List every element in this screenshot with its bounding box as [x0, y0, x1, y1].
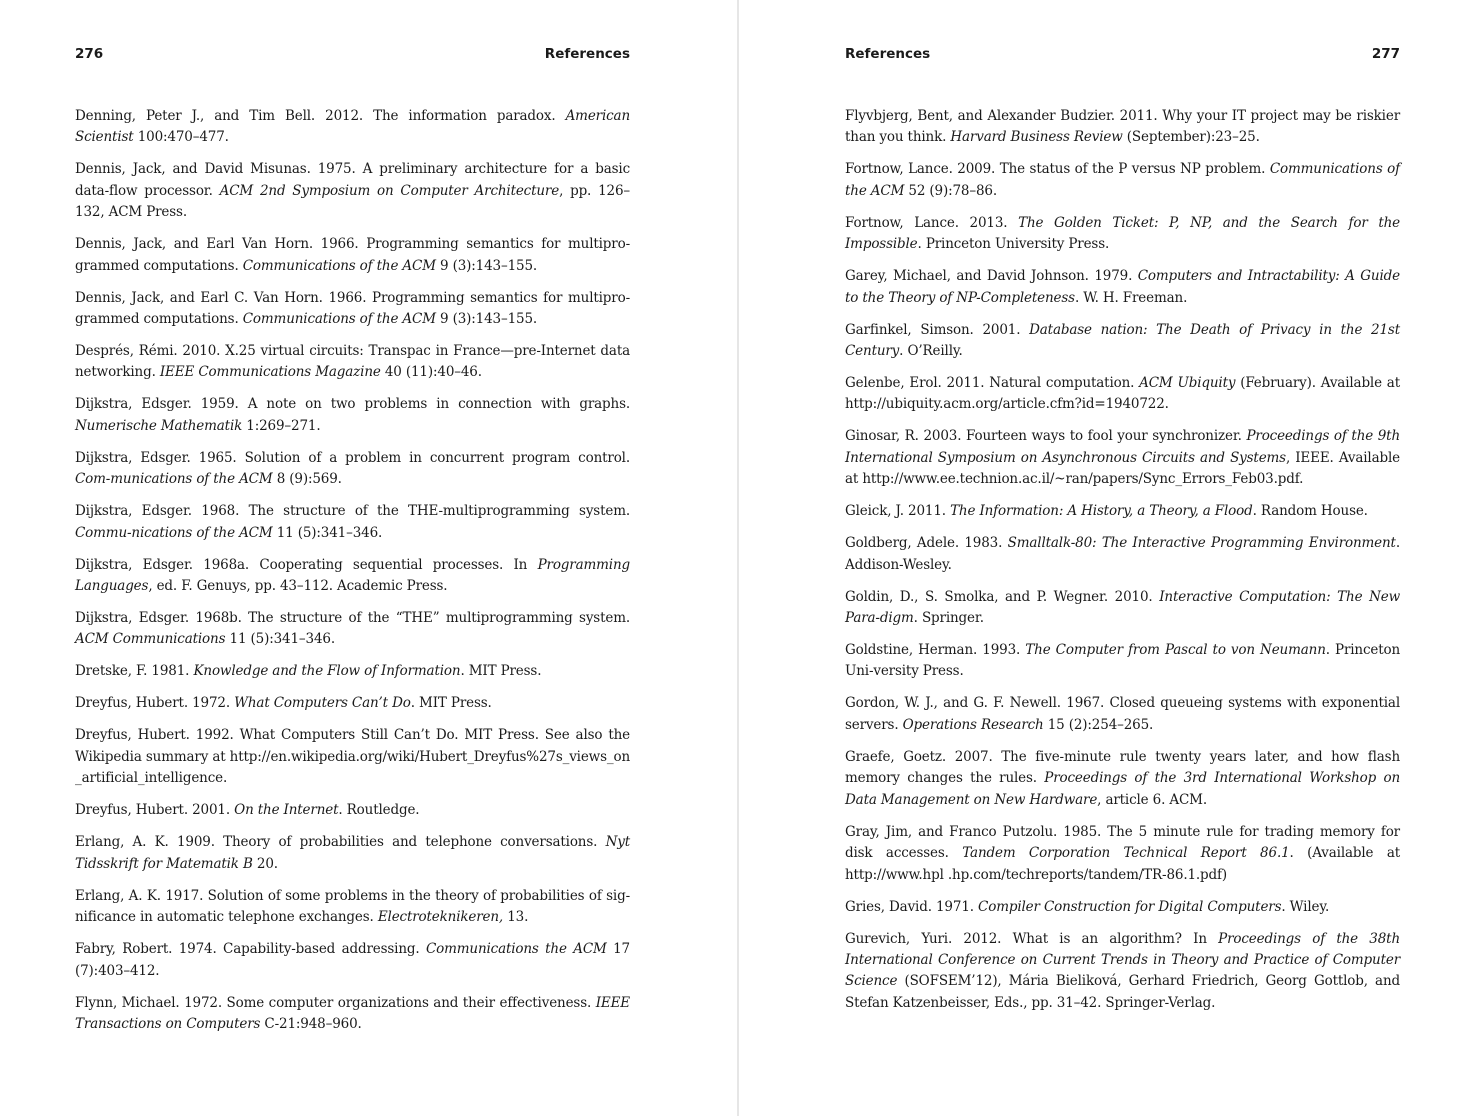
reference-text: Gurevich, Yuri. 2012. What is an algorithm? In — [845, 930, 1219, 947]
reference-text: (September):23–25. — [1122, 129, 1260, 146]
reference-entry — [75, 288, 630, 331]
reference-entry — [845, 501, 1400, 522]
reference-entry — [75, 725, 630, 789]
reference-italic-title: Electroteknikeren, — [377, 909, 504, 926]
reference-text: 20. — [252, 855, 278, 872]
reference-italic-title: Proceedings of the 9th International Symposium on Asynchronous Circuits and Systems — [845, 428, 1401, 466]
reference-italic-title: ACM Communications — [75, 631, 226, 648]
reference-entry — [845, 822, 1400, 886]
reference-text: Flyvbjerg, Bent, and Alexander Budzier. 2011. Why your IT project may be riskier than you think. — [845, 108, 1400, 146]
reference-text: Fortnow, Lance. 2013. — [845, 214, 1019, 231]
reference-entry — [845, 266, 1400, 309]
reference-text: 100:470–477. — [133, 129, 229, 146]
reference-italic-title: Communications the ACM — [425, 941, 607, 958]
reference-italic-title: What Computers Can’t Do — [234, 695, 411, 712]
reference-text: . Wiley. — [1281, 898, 1330, 915]
reference-text: Després, Rémi. 2010. X.25 virtual circuits: Transpac in France—pre-Internet data networking. — [75, 343, 630, 381]
reference-entry — [845, 213, 1400, 256]
reference-text: Garfinkel, Simson. 2001. — [845, 321, 1030, 338]
reference-text: Gordon, W. J., and G. F. Newell. 1967. Closed queueing systems with exponential servers. — [845, 695, 1400, 733]
right-running-head — [845, 44, 1400, 64]
reference-text: Dretske, F. 1981. — [75, 663, 194, 680]
reference-italic-title: Programming Languages — [75, 556, 630, 595]
reference-text: . Random House. — [1252, 503, 1368, 520]
reference-text: . Princeton University Press. — [917, 236, 1110, 253]
reference-entry — [75, 234, 630, 277]
reference-entry — [845, 533, 1400, 576]
reference-text: Goldberg, Adele. 1983. — [845, 535, 1008, 552]
reference-text: Dennis, Jack, and David Misunas. 1975. A preliminary architecture for a basic data-flow processor. — [75, 161, 630, 199]
reference-italic-title: Communications of the ACM — [845, 161, 1401, 199]
reference-text: 9 (3):143–155. — [435, 257, 538, 274]
reference-italic-title: Computers and Intractability: A Guide to the Theory of NP-Completeness — [845, 268, 1400, 306]
reference-text: . (Available at http://www.hpl .hp.com/techreports/tandem/TR-86.1.pdf) — [845, 845, 1401, 883]
reference-italic-title: Proceedings of the 38th International Conference on Current Trends in Theory and Practice of Computer Science — [845, 930, 1400, 990]
reference-italic-title: Numerische Mathematik — [75, 417, 243, 434]
reference-text: 17 (7):403–412. — [75, 941, 630, 979]
reference-entry — [845, 747, 1400, 811]
reference-italic-title: Nyt Tidsskrift for Matematik B — [75, 834, 630, 872]
reference-italic-title: IEEE Transactions on Computers — [75, 994, 630, 1032]
reference-text: . O’Reilly. — [899, 343, 963, 360]
reference-italic-title: Communications of the ACM — [242, 257, 436, 274]
reference-entry — [75, 832, 630, 875]
reference-italic-title: Tandem Corporation Technical Report 86.1 — [962, 845, 1290, 862]
reference-text: Dreyfus, Hubert. 2001. — [75, 802, 235, 819]
reference-entry — [75, 886, 630, 929]
reference-text: Dijkstra, Edsger. 1968b. The structure of the “THE” multiprogramming system. — [75, 610, 630, 627]
reference-entry — [845, 320, 1400, 363]
reference-entry — [75, 555, 630, 598]
reference-text: 13. — [503, 909, 529, 926]
reference-entry — [845, 897, 1400, 918]
reference-text: , IEEE. Available at http://www.ee.technion.ac.il/~ran/papers/Sync_Errors_Feb03.pdf. — [845, 449, 1400, 488]
reference-text: Dreyfus, Hubert. 1992. What Computers Still Can’t Do. MIT Press. See also the Wikipedia summary at http://en.wikipedia.org/wiki/Hubert_Dreyfus%27s_views_on _artificial_intelligence. — [75, 727, 630, 787]
reference-text: , pp. 126–132, ACM Press. — [75, 182, 630, 221]
reference-entry — [75, 106, 630, 149]
reference-text: 1:269–271. — [242, 417, 321, 434]
left-running-head — [75, 44, 630, 64]
reference-italic-title: IEEE Communications Magazine — [159, 364, 381, 381]
reference-italic-title: Harvard Business Review — [950, 129, 1123, 146]
reference-text: 11 (5):341–346. — [272, 524, 383, 541]
reference-text: . W. H. Freeman. — [1074, 289, 1188, 306]
reference-text: . Springer. — [913, 610, 984, 627]
reference-italic-title: Interactive Computation: The New Para-digm — [845, 588, 1400, 627]
reference-entry — [75, 993, 630, 1036]
reference-text: Fortnow, Lance. 2009. The status of the P versus NP problem. — [845, 161, 1270, 178]
reference-text: Garey, Michael, and David Johnson. 1979. — [845, 268, 1138, 285]
reference-text: 11 (5):341–346. — [225, 631, 335, 648]
reference-entry — [75, 800, 630, 821]
reference-text: 8 (9):569. — [272, 471, 342, 488]
reference-text: . MIT Press. — [410, 695, 492, 712]
reference-text: Gelenbe, Erol. 2011. Natural computation. — [845, 375, 1140, 392]
reference-entry — [75, 939, 630, 982]
reference-entry — [75, 693, 630, 714]
reference-text: Erlang, A. K. 1909. Theory of probabilities and telephone conversations. — [75, 834, 606, 851]
reference-text: . Princeton Uni-versity Press. — [845, 642, 1401, 680]
reference-text: 40 (11):40–46. — [380, 364, 482, 381]
book-gutter — [737, 0, 739, 1116]
reference-italic-title: ACM Ubiquity — [1139, 375, 1236, 392]
reference-text: 9 (3):143–155. — [435, 311, 538, 328]
reference-text: Goldin, D., S. Smolka, and P. Wegner. 2010. — [845, 588, 1160, 605]
reference-entry — [845, 373, 1400, 416]
reference-text: Gray, Jim, and Franco Putzolu. 1985. The 5 minute rule for trading memory for disk accesses. — [845, 823, 1400, 862]
reference-text: , ed. F. Genuys, pp. 43–112. Academic Press. — [148, 578, 448, 595]
reference-text: C-21:948–960. — [260, 1015, 362, 1032]
reference-text: Graefe, Goetz. 2007. The five-minute rule twenty years later, and how flash memory changes the rules. — [845, 748, 1400, 787]
reference-text: (February). Available at http://ubiquity.acm.org/article.cfm?id=1940722. — [845, 375, 1400, 413]
reference-entry — [845, 693, 1400, 736]
reference-entry — [75, 661, 630, 682]
reference-text: . Addison-Wesley. — [845, 535, 1400, 573]
page-number: 276 — [75, 46, 104, 62]
reference-text: Goldstine, Herman. 1993. — [845, 642, 1026, 659]
reference-entry — [75, 501, 630, 544]
reference-text: . Routledge. — [338, 802, 420, 819]
reference-text: Dennis, Jack, and Earl Van Horn. 1966. Programming semantics for multipro-grammed computations. — [75, 236, 630, 274]
reference-text: 52 (9):78–86. — [904, 182, 997, 199]
reference-text: Denning, Peter J., and Tim Bell. 2012. The information paradox. — [75, 108, 566, 124]
reference-entry — [845, 426, 1400, 490]
reference-text: (SOFSEM’12), Mária Bieliková, Gerhard Friedrich, Georg Gottlob, and Stefan Katzenbeisser, Eds., pp. 31–42. Springer-Verlag. — [845, 973, 1400, 1011]
left-page — [75, 0, 630, 1116]
reference-text: Ginosar, R. 2003. Fourteen ways to fool your synchronizer. — [845, 428, 1247, 445]
reference-entry — [75, 608, 630, 651]
reference-italic-title: Operations Research — [902, 716, 1044, 733]
reference-text: 15 (2):254–265. — [1043, 716, 1154, 733]
reference-italic-title: Smalltalk-80: The Interactive Programming Environment — [1007, 535, 1396, 552]
reference-text: Fabry, Robert. 1974. Capability-based addressing. — [75, 941, 426, 958]
running-head-title: References — [544, 46, 630, 62]
reference-text: Dijkstra, Edsger. 1968. The structure of the THE-multiprogramming system. — [75, 503, 630, 520]
reference-italic-title: The Computer from Pascal to von Neumann — [1025, 642, 1326, 659]
reference-entry — [845, 587, 1400, 630]
reference-entry — [845, 106, 1400, 149]
reference-italic-title: American Scientist — [75, 108, 630, 146]
reference-italic-title: Communications of the ACM — [242, 311, 436, 328]
reference-entry — [75, 341, 630, 384]
reference-entry — [75, 394, 630, 437]
reference-entry — [845, 159, 1400, 202]
reference-text: Gleick, J. 2011. — [845, 503, 951, 520]
reference-text: Dijkstra, Edsger. 1968a. Cooperating sequential processes. In — [75, 556, 538, 573]
reference-italic-title: Commu-nications of the ACM — [75, 524, 273, 541]
reference-entry — [845, 929, 1400, 1015]
reference-italic-title: The Golden Ticket: P, NP, and the Search for the Impossible — [845, 214, 1400, 253]
reference-italic-title: On the Internet — [234, 802, 339, 819]
reference-text: Dreyfus, Hubert. 1972. — [75, 695, 235, 712]
reference-italic-title: The Information: A History, a Theory, a Flood — [950, 503, 1253, 520]
reference-text: Dijkstra, Edsger. 1965. Solution of a problem in concurrent program control. — [75, 449, 630, 466]
reference-italic-title: Proceedings of the 3rd International Workshop on Data Management on New Hardware — [845, 770, 1400, 808]
reference-italic-title: Com-munications of the ACM — [75, 471, 273, 488]
reference-text: Flynn, Michael. 1972. Some computer organizations and their effectiveness. — [75, 994, 596, 1011]
reference-text: Dijkstra, Edsger. 1959. A note on two problems in connection with graphs. — [75, 396, 630, 413]
reference-text: Gries, David. 1971. — [845, 898, 979, 915]
reference-list — [845, 106, 1400, 1025]
reference-text: . MIT Press. — [460, 663, 542, 680]
running-head-title: References — [845, 46, 931, 62]
reference-text: Erlang, A. K. 1917. Solution of some problems in the theory of probabilities of sig-nificance in automatic telephone exchanges. — [75, 887, 630, 926]
right-page — [845, 0, 1400, 1116]
reference-text: Dennis, Jack, and Earl C. Van Horn. 1966. Programming semantics for multipro-grammed computations. — [75, 289, 630, 328]
reference-entry — [75, 448, 630, 491]
page-number: 277 — [1371, 46, 1400, 62]
reference-italic-title: Knowledge and the Flow of Information — [193, 663, 461, 680]
reference-entry — [845, 640, 1400, 683]
reference-italic-title: Compiler Construction for Digital Computers — [978, 898, 1282, 915]
reference-italic-title: Database nation: The Death of Privacy in the 21st Century — [845, 321, 1400, 360]
reference-text: , article 6. ACM. — [1097, 791, 1207, 808]
reference-italic-title: ACM 2nd Symposium on Computer Architecture — [219, 182, 560, 199]
reference-list — [75, 106, 630, 1046]
reference-entry — [75, 159, 630, 223]
